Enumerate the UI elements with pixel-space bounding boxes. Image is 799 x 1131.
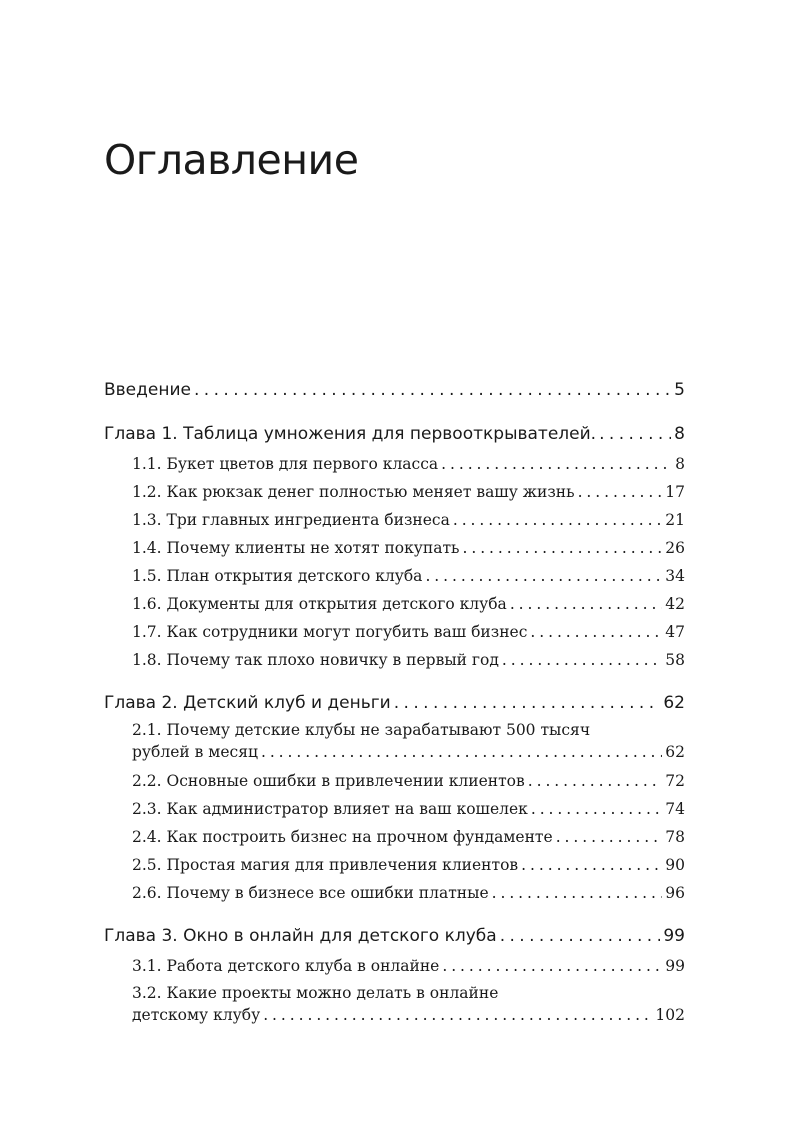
toc-page-number: 90 [665, 856, 685, 874]
toc-entry-label-continued: рублей в месяц [132, 743, 258, 761]
toc-entry-section[interactable] [104, 795, 685, 823]
dot-leader [453, 506, 662, 534]
toc-page-number: 62 [663, 693, 685, 713]
dot-leader [442, 952, 662, 980]
toc-entry-label: 3.2. Какие проекты можно делать в онлайне [132, 984, 499, 1002]
toc-entry-label: 1.1. Букет цветов для первого класса [132, 455, 439, 473]
toc-page-number: 34 [665, 567, 685, 585]
toc-page-number: 8 [674, 424, 685, 444]
toc-entry-section[interactable] [104, 646, 685, 674]
toc-entry-intro[interactable] [104, 376, 685, 404]
dot-leader [530, 618, 662, 646]
toc-entry-label: 1.7. Как сотрудники могут погубить ваш бизнес [132, 623, 528, 641]
dot-leader [578, 478, 663, 506]
dot-leader [556, 823, 663, 851]
toc-entry-chapter[interactable] [104, 689, 685, 717]
dot-leader [599, 420, 671, 448]
toc-chapter-3 [104, 922, 685, 1026]
toc-entry-section[interactable] [104, 506, 685, 534]
toc-chapter-1 [104, 420, 685, 674]
toc-entry-label: 2.3. Как администратор влияет на ваш кошелек [132, 800, 528, 818]
toc-entry-section[interactable] [104, 618, 685, 646]
toc-entry-label: 3.1. Работа детского клуба в онлайне [132, 957, 440, 975]
toc-page-number: 21 [665, 511, 685, 529]
toc-entry-label: Глава 2. Детский клуб и деньги [104, 693, 391, 713]
dot-leader [463, 534, 663, 562]
toc-entry-section[interactable] [104, 478, 685, 506]
dot-leader [441, 450, 672, 478]
toc-chapter-2 [104, 689, 685, 907]
dot-leader [394, 689, 661, 717]
toc-page-number: 99 [665, 957, 685, 975]
toc-entry-section[interactable] [104, 823, 685, 851]
dot-leader [500, 922, 661, 950]
toc-entry-section[interactable] [104, 450, 685, 478]
page-title: Оглавление [104, 136, 359, 184]
toc-entry-label: 1.4. Почему клиенты не хотят покупать [132, 539, 460, 557]
toc-page-number: 58 [665, 651, 685, 669]
toc-entry-label: 1.5. План открытия детского клуба [132, 567, 423, 585]
dot-leader [263, 1004, 652, 1026]
toc-entry-label: 2.2. Основные ошибки в привлечении клиентов [132, 772, 525, 790]
toc-intro [104, 376, 685, 404]
toc-page-number: 78 [665, 828, 685, 846]
toc-entry-section[interactable] [104, 982, 685, 1026]
toc-entry-label: 1.6. Документы для открытия детского клуба [132, 595, 507, 613]
toc-entry-section[interactable] [104, 851, 685, 879]
toc-entry-label-continued: детскому клубу [132, 1006, 261, 1024]
toc-entry-section[interactable] [104, 879, 685, 907]
toc-page-number: 8 [675, 455, 685, 473]
toc-page-number: 102 [655, 1006, 685, 1024]
dot-leader [194, 376, 671, 404]
dot-leader [425, 562, 662, 590]
toc-entry-label: 1.3. Три главных ингредиента бизнеса [132, 511, 450, 529]
toc-page-number: 26 [665, 539, 685, 557]
toc-page-number: 96 [665, 884, 685, 902]
toc-page-number: 99 [663, 926, 685, 946]
toc-entry-label: 2.4. Как построить бизнес на прочном фундаменте [132, 828, 553, 846]
toc-page-number: 17 [665, 483, 685, 501]
table-of-contents [104, 376, 685, 1041]
toc-entry-label: Глава 1. Таблица умножения для первооткрывателей. [104, 424, 597, 444]
dot-leader [502, 646, 662, 674]
dot-leader [510, 590, 662, 618]
toc-entry-label: Введение [104, 380, 191, 400]
dot-leader [261, 741, 662, 763]
toc-entry-label: Глава 3. Окно в онлайн для детского клуба [104, 926, 497, 946]
toc-entry-section[interactable] [104, 719, 685, 763]
toc-entry-label: 2.5. Простая магия для привлечения клиентов [132, 856, 519, 874]
toc-entry-label: 1.8. Почему так плохо новичку в первый год [132, 651, 499, 669]
dot-leader [521, 851, 662, 879]
dot-leader [531, 795, 662, 823]
toc-page-number: 47 [665, 623, 685, 641]
toc-page-number: 74 [665, 800, 685, 818]
toc-entry-section[interactable] [104, 952, 685, 980]
toc-entry-section[interactable] [104, 534, 685, 562]
toc-page-number: 5 [674, 380, 685, 400]
toc-entry-label: 2.6. Почему в бизнесе все ошибки платные [132, 884, 489, 902]
dot-leader [528, 767, 663, 795]
toc-page-number: 62 [665, 743, 685, 761]
toc-page-number: 72 [665, 772, 685, 790]
toc-entry-label: 2.1. Почему детские клубы не зарабатывают 500 тысяч [132, 721, 591, 739]
toc-entry-section[interactable] [104, 767, 685, 795]
toc-entry-label: 1.2. Как рюкзак денег полностью меняет вашу жизнь [132, 483, 575, 501]
toc-entry-chapter[interactable] [104, 922, 685, 950]
toc-entry-section[interactable] [104, 562, 685, 590]
toc-entry-chapter[interactable] [104, 420, 685, 448]
toc-entry-section[interactable] [104, 590, 685, 618]
dot-leader [492, 879, 663, 907]
toc-page-number: 42 [665, 595, 685, 613]
